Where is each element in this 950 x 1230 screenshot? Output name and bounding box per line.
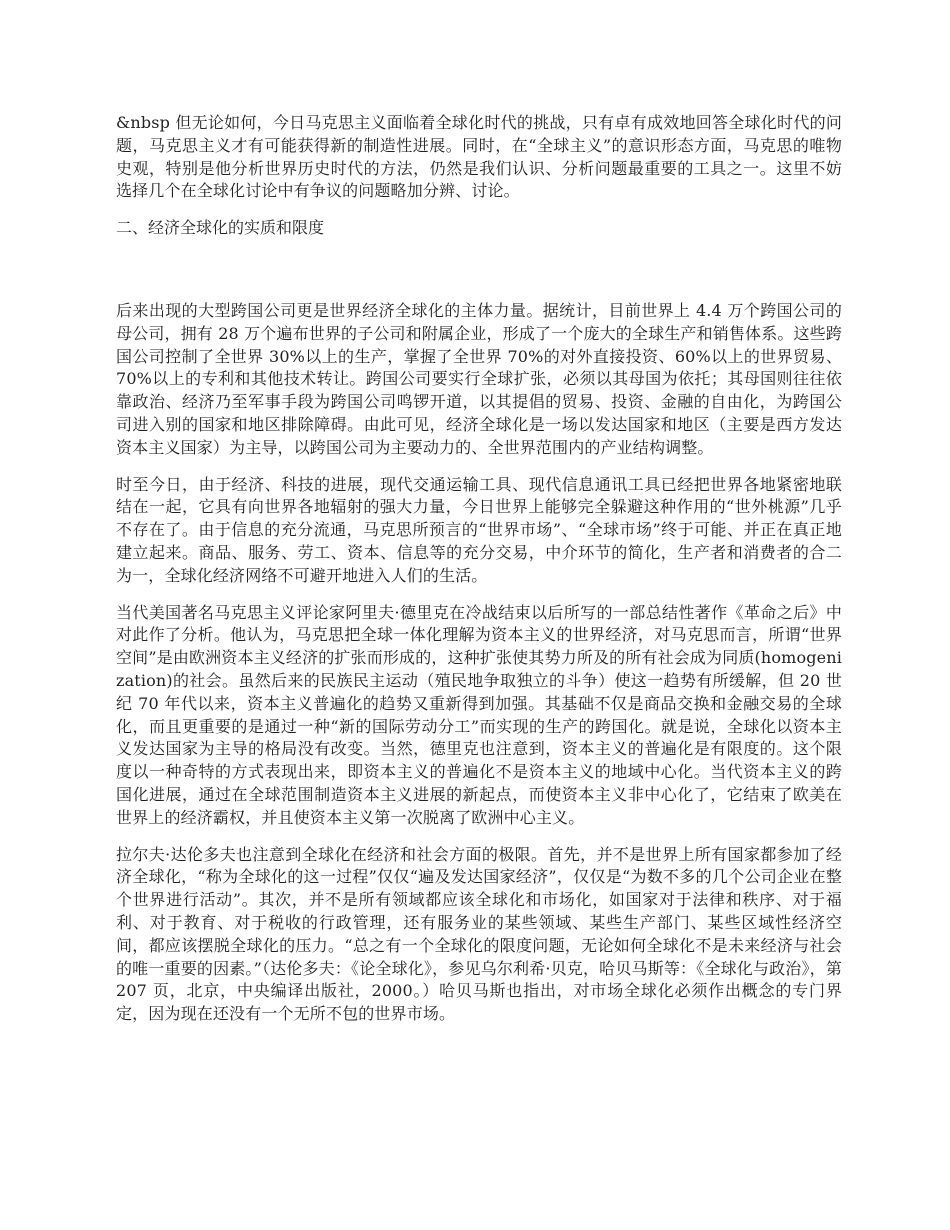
intro-paragraph: &nbsp 但无论如何，今日马克思主义面临着全球化时代的挑战，只有卓有成效地回答全球化时代的问题，马克思主义才有可能获得新的制造性进展。同时，在“全球主义”的意识形态方面，马克思的唯物史观，特别是他分析世界历史时代的方法，仍然是我们认识、分析问题最重要的工具之一。这里不妨选择几个在全球化讨论中有争议的问题略加分辨、讨论。	[116, 113, 842, 201]
blank-gap	[116, 254, 842, 300]
paragraph-dahrendorf: 拉尔夫·达伦多夫也注意到全球化在经济和社会方面的极限。首先，并不是世界上所有国家都参加了经济全球化，“称为全球化的这一过程”仅仅“遍及发达国家经济”，仅仅是“为数不多的几个公司企业在整个世界进行活动”。其次，并不是所有领域都应该全球化和市场化，如国家对于法律和秩序、对于福利、对于教育、对于税收的行政管理，还有服务业的某些领域、某些生产部门、某些区域性经济空间，都应该摆脱全球化的压力。“总之有一个全球化的限度问题，无论如何全球化不是未来经济与社会的唯一重要的因素。”（达伦多夫：《论全球化》，参见乌尔利希·贝克，哈贝马斯等：《全球化与政治》，第 207 页，北京，中央编译出版社，2000。）哈贝马斯也指出，对市场全球化必须作出概念的专门界定，因为现在还没有一个无所不包的世界市场。	[116, 844, 842, 1024]
paragraph-dirlik: 当代美国著名马克思主义评论家阿里夫·德里克在冷战结束以后所写的一部总结性著作《革命之后》中对此作了分析。他认为，马克思把全球一体化理解为资本主义的世界经济，对马克思而言，所谓“世界空间”是由欧洲资本主义经济的扩张而形成的，这种扩张使其势力所及的所有社会成为同质(homogenization)的社会。虽然后来的民族民主运动（殖民地争取独立的斗争）使这一趋势有所缓解，但 20 世纪 70 年代以来，资本主义普遍化的趋势又重新得到加强。其基础不仅是商品交换和金融交易的全球化，而且更重要的是通过一种“新的国际劳动分工”而实现的生产的跨国化。就是说，全球化以资本主义发达国家为主导的格局没有改变。当然，德里克也注意到，资本主义的普遍化是有限度的。这个限度以一种奇特的方式表现出来，即资本主义的普遍化不是资本主义的地域中心化。当代资本主义的跨国化进展，通过在全球范围制造资本主义进展的新起点，而使资本主义非中心化了，它结束了欧美在世界上的经济霸权，并且使资本主义第一次脱离了欧洲中心主义。	[116, 602, 842, 827]
document-page	[116, 112, 842, 1040]
paragraph-global-market: 时至今日，由于经济、科技的进展，现代交通运输工具、现代信息通讯工具已经把世界各地紧密地联结在一起，它具有向世界各地辐射的强大力量，今日世界上能够完全躲避这种作用的“世外桃源”几乎不存在了。由于信息的充分流通，马克思所预言的“世界市场”、“全球市场”终于可能、并正在真正地建立起来。商品、服务、劳工、资本、信息等的充分交易，中介环节的简化，生产者和消费者的合二为一，全球化经济网络不可避开地进入人们的生活。	[116, 474, 842, 585]
paragraph-multinationals: 后来出现的大型跨国公司更是世界经济全球化的主体力量。据统计，目前世界上 4.4 万个跨国公司的母公司，拥有 28 万个遍布世界的子公司和附属企业，形成了一个庞大的全球生产和销售体系。这些跨国公司控制了全世界 30%以上的生产，掌握了全世界 70%的对外直接投资、60%以上的世界贸易、70%以上的专利和其他技术转让。跨国公司要实行全球扩张，必须以其母国为依托；其母国则往往依靠政治、经济乃至军事手段为跨国公司鸣锣开道，以其提倡的贸易、投资、金融的自由化，为跨国公司进入别的国家和地区排除障碍。由此可见，经济全球化是一场以发达国家和地区（主要是西方发达资本主义国家）为主导，以跨国公司为主要动力的、全世界范围内的产业结构调整。	[116, 300, 842, 457]
section-heading: 二、经济全球化的实质和限度	[116, 218, 325, 238]
